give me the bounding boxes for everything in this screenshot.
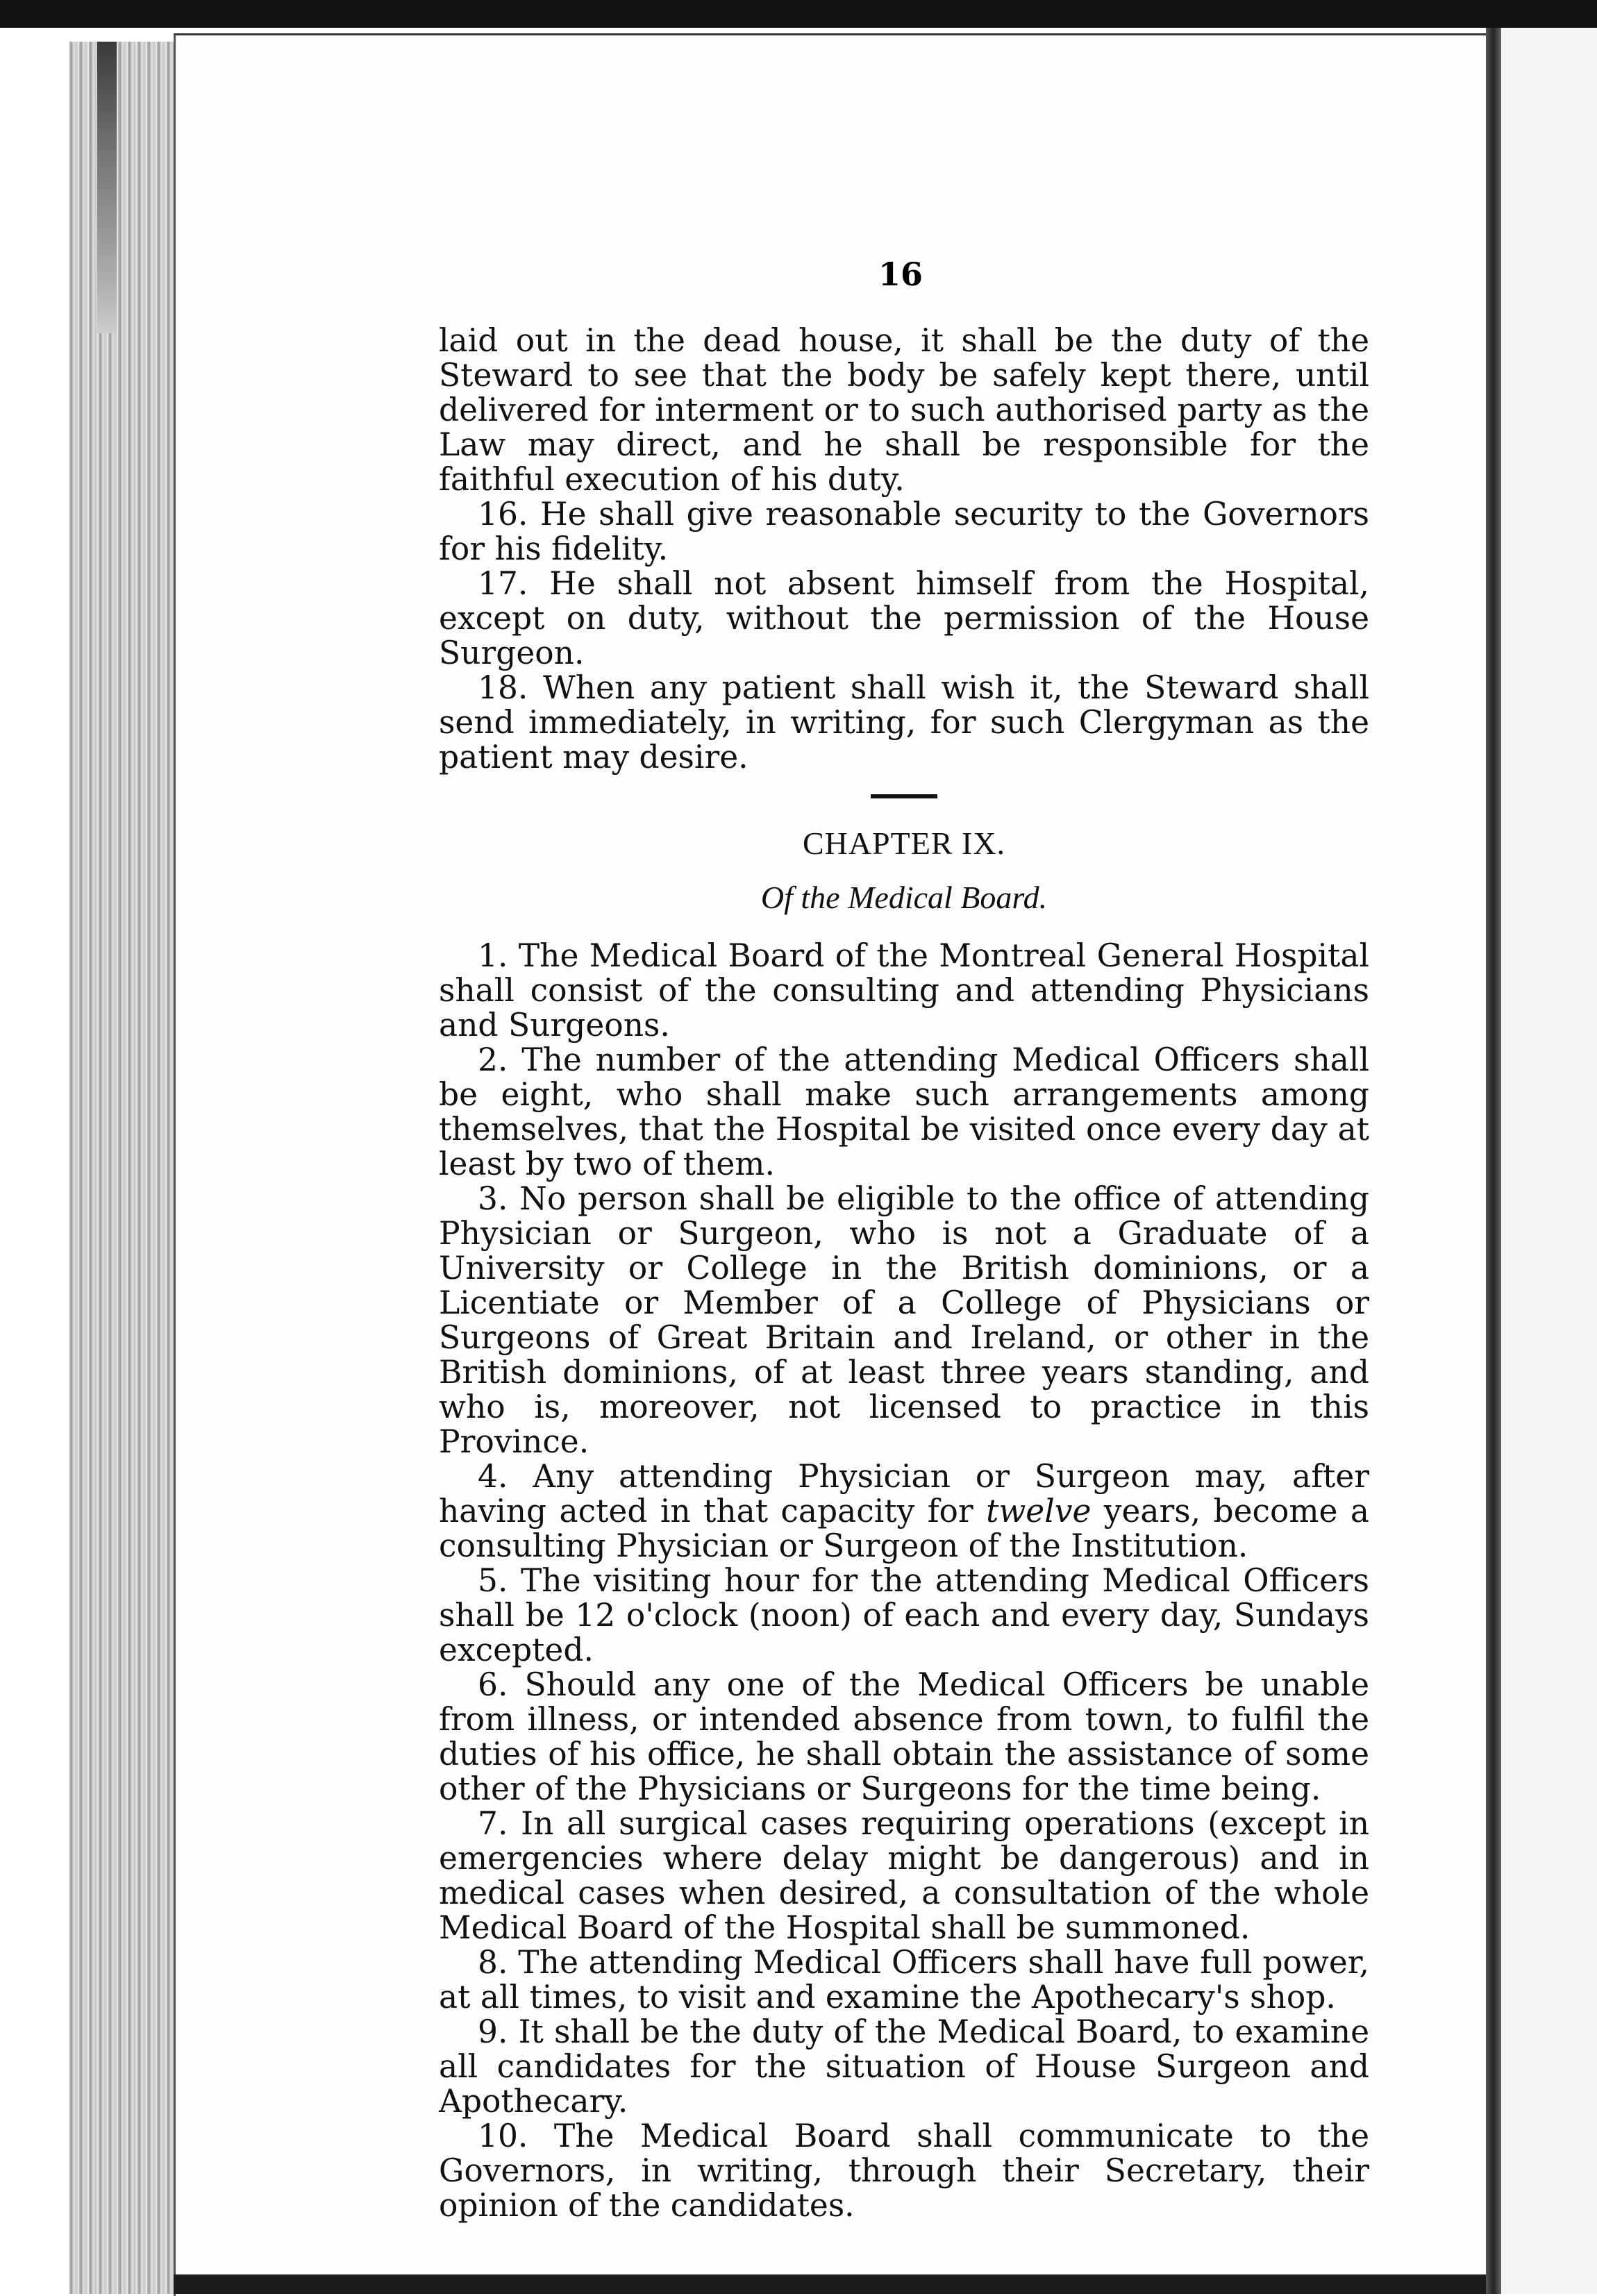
scan-margin-left — [0, 28, 69, 2294]
section-divider — [871, 794, 937, 798]
page-edges — [69, 42, 181, 2294]
scan-border-bottom — [174, 2274, 1486, 2294]
rule-4-start: 4. Any attending Physician or Surgeon may, after having acted in that capacity for — [439, 1458, 1369, 1530]
scan-border-top — [0, 0, 1597, 28]
rule-18: 18. When any patient shall wish it, the Steward shall send immediately, in writing, for such Clergyman as the patient may desire. — [439, 669, 1369, 776]
chapter-heading: CHAPTER IX. — [802, 826, 1006, 861]
page-number: 16 — [878, 255, 923, 293]
page-edge-shadow — [97, 42, 117, 333]
chapter-subtitle: Of the Medical Board. — [760, 880, 1048, 915]
medical-rule-3: 3. No person shall be eligible to the office of attending Physician or Surgeon, who is not a Graduate of a University or College in the British dominions, or a Licentiate or Member of a College of Physicians or Surgeons of Great Britain and Ireland, or other in the British dominions, of at least three years standing, and who is, moreover, not licensed to practice in this Province. — [439, 1180, 1369, 1460]
gutter-shadow — [1486, 28, 1501, 2294]
medical-rule-9: 9. It shall be the duty of the Medical Board, to examine all candidates for the situation of House Surgeon and Apothecary. — [439, 2013, 1369, 2120]
medical-rule-1: 1. The Medical Board of the Montreal General Hospital shall consist of the consulting and attending Physicians and Surgeons. — [439, 937, 1369, 1044]
medical-rule-10: 10. The Medical Board shall communicate to the Governors, in writing, through their Secretary, their opinion of the candidates. — [439, 2118, 1369, 2224]
medical-rule-5: 5. The visiting hour for the attending Medical Officers shall be 12 o'clock (noon) of each and every day, Sundays excepted. — [439, 1562, 1369, 1668]
rule-17: 17. He shall not absent himself from the Hospital, except on duty, without the permission of the House Surgeon. — [439, 565, 1369, 671]
rule-4-end: years, become a consulting Physician or Surgeon of the Institution. — [439, 1493, 1369, 1564]
rule-4-italic: twelve — [986, 1493, 1092, 1530]
page-text — [439, 257, 1369, 2223]
medical-rule-8: 8. The attending Medical Officers shall have full power, at all times, to visit and examine the Apothecary's shop. — [439, 1944, 1369, 2016]
facing-page — [1501, 28, 1597, 2294]
rule-16: 16. He shall give reasonable security to the Governors for his fidelity. — [439, 496, 1369, 567]
carryover-paragraph: laid out in the dead house, it shall be the duty of the Steward to see that the body be safely kept there, until delivered for interment or to such authorised party as the Law may direct, and he shall be responsible for the faithful execution of his duty. — [439, 322, 1369, 498]
medical-rule-4 — [439, 1459, 1369, 1564]
medical-rule-2: 2. The number of the attending Medical Officers shall be eight, who shall make such arrangements among themselves, that the Hospital be visited once every day at least by two of them. — [439, 1041, 1369, 1182]
medical-rule-6: 6. Should any one of the Medical Officers be unable from illness, or intended absence from town, to fulfil the duties of his office, he shall obtain the assistance of some other of the Physicians or Surgeons for the time being. — [439, 1666, 1369, 1807]
medical-rule-7: 7. In all surgical cases requiring operations (except in emergencies where delay might be dangerous) and in medical cases when desired, a consultation of the whole Medical Board of the Hospital shall be summoned. — [439, 1805, 1369, 1946]
